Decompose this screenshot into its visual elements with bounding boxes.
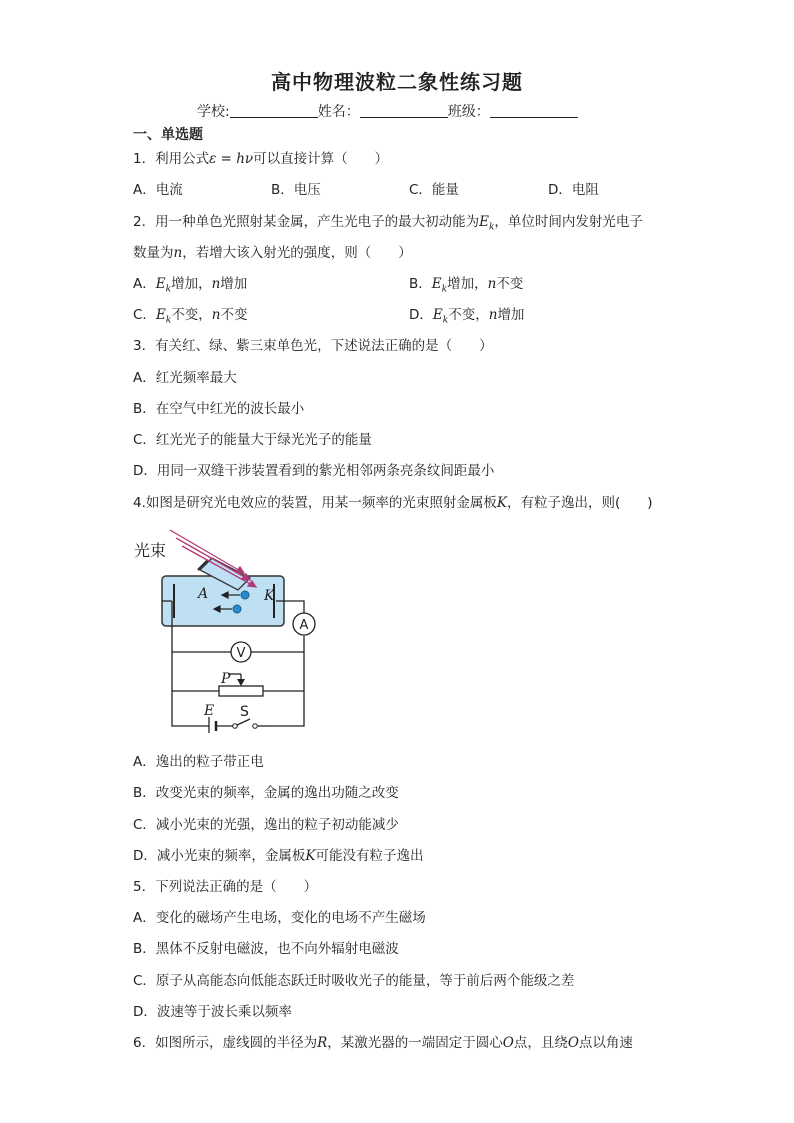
q6-b: ，某激光器的一端固定于圆心	[327, 1035, 503, 1051]
q2-option-b-ek-sub: k	[441, 284, 448, 295]
q4-option-d-a: D．减小光束的频率，金属板	[133, 848, 306, 864]
q2-option-c-n-text: 不变	[220, 307, 248, 323]
q2-option-d-label: D．	[409, 307, 433, 323]
q2-option-b	[409, 274, 523, 300]
ammeter-label: A	[299, 618, 309, 633]
q2-ek-sub: k	[488, 222, 495, 233]
q2-text-d: ，若增大该入射光的强度，则（ ）	[182, 245, 412, 261]
q2-stem-line1	[133, 212, 643, 238]
q4-k: K	[496, 495, 507, 511]
name-blank	[360, 103, 448, 118]
photoelectric-diagram	[128, 528, 328, 733]
q3-option-c: C．红光光子的能量大于绿光光子的能量	[133, 432, 372, 448]
student-info	[197, 101, 578, 121]
class-label: 班级：	[447, 104, 490, 120]
q2-option-d-ek: E	[432, 307, 443, 323]
school-blank	[230, 103, 318, 118]
q2-option-c-ek: E	[155, 307, 166, 323]
label-p: P	[221, 671, 231, 687]
q2-option-d-n-text: 增加	[497, 307, 525, 323]
q2-option-b-n: n	[487, 276, 497, 292]
q2-option-a-n-text: 增加	[220, 276, 248, 292]
switch-contact-right	[253, 724, 258, 729]
q2-text-b: ，单位时间内发射光电子	[494, 214, 643, 230]
q2-text-c: 数量为	[133, 245, 174, 261]
q2-option-d-ek-text: 不变，	[448, 307, 489, 323]
q2-option-c-ek-text: 不变，	[171, 307, 212, 323]
q4-option-a: A．逸出的粒子带正电	[133, 754, 264, 770]
q1-formula: ε = hν	[209, 151, 254, 167]
q2-option-a	[133, 274, 247, 300]
q2-option-a-ek-sub: k	[165, 284, 172, 295]
q2-option-d-n: n	[488, 307, 498, 323]
q3-option-d: D．用同一双缝干涉装置看到的紫光相邻两条亮条纹间距最小	[133, 463, 495, 479]
rheostat	[219, 686, 263, 696]
q4-option-d	[133, 846, 424, 866]
q1-pre: 1．利用公式	[133, 151, 210, 167]
q1-option-b: B．电压	[271, 182, 321, 198]
q2-stem-line2	[133, 243, 412, 263]
label-e: E	[204, 703, 215, 719]
q6-r: R	[317, 1035, 328, 1051]
q5-option-a: A．变化的磁场产生电场，变化的电场不产生磁场	[133, 910, 426, 926]
q2-option-b-ek: E	[431, 276, 442, 292]
q1-option-d: D．电阻	[548, 182, 599, 198]
q4-option-d-k: K	[305, 848, 316, 864]
q2-option-a-label: A．	[133, 276, 156, 292]
q2-option-c	[133, 305, 247, 331]
electron-2	[233, 605, 241, 613]
q5-option-d: D．波速等于波长乘以频率	[133, 1004, 292, 1020]
q1-post: 可以直接计算（ ）	[253, 151, 389, 167]
q6-stem	[133, 1033, 633, 1053]
q4-stem-b: ，有粒子逸出，则( )	[506, 495, 653, 511]
q6-o1: O	[502, 1035, 514, 1051]
q3-option-a: A．红光频率最大	[133, 370, 237, 386]
q5-option-b: B．黑体不反射电磁波，也不向外辐射电磁波	[133, 941, 399, 957]
q4-option-b: B．改变光束的频率，金属的逸出功随之改变	[133, 785, 399, 801]
q1-option-a: A．电流	[133, 182, 183, 198]
q2-n: n	[173, 245, 183, 261]
q2-option-a-n: n	[211, 276, 221, 292]
q3-option-b: B．在空气中红光的波长最小	[133, 401, 305, 417]
q2-option-a-ek-text: 增加，	[171, 276, 212, 292]
label-k: K	[264, 588, 275, 604]
name-label: 姓名：	[317, 104, 360, 120]
q1-option-c: C．能量	[409, 182, 459, 198]
q2-option-d-ek-sub: k	[442, 315, 449, 326]
q4-stem-a: 4.如图是研究光电效应的装置，用某一频率的光束照射金属板	[133, 495, 497, 511]
beam-label: 光束	[134, 541, 167, 560]
q2-option-c-label: C．	[133, 307, 156, 323]
rheostat-slider-arrow	[237, 679, 245, 686]
q6-a: 6．如图所示，虚线圆的半径为	[133, 1035, 318, 1051]
q2-ek: E	[479, 214, 489, 230]
q6-c: 点，且绕	[513, 1035, 568, 1051]
q2-option-c-n: n	[211, 307, 221, 323]
q4-option-c: C．减小光束的光强，逸出的粒子初动能减少	[133, 817, 399, 833]
q4-option-d-b: 可能没有粒子逸出	[315, 848, 424, 864]
q5-stem: 5．下列说法正确的是（ ）	[133, 879, 318, 895]
q1-stem	[133, 149, 388, 169]
q2-option-b-label: B．	[409, 276, 432, 292]
page-title: 高中物理波粒二象性练习题	[271, 70, 523, 94]
label-s: S	[240, 704, 249, 720]
q2-text-a: 2．用一种单色光照射某金属，产生光电子的最大初动能为	[133, 214, 480, 230]
voltmeter-label: V	[236, 646, 246, 661]
section-heading: 一、单选题	[133, 127, 203, 143]
electron-1	[241, 591, 249, 599]
q3-stem: 3．有关红、绿、紫三束单色光，下述说法正确的是（ ）	[133, 338, 493, 354]
class-blank	[490, 103, 578, 118]
label-a: A	[198, 586, 209, 602]
q6-o2: O	[567, 1035, 579, 1051]
q2-option-c-ek-sub: k	[165, 315, 172, 326]
q2-option-d	[409, 305, 524, 331]
q6-d: 点以角速	[578, 1035, 633, 1051]
q4-stem	[133, 493, 653, 513]
q2-option-a-ek: E	[155, 276, 166, 292]
switch-contact-left	[233, 724, 238, 729]
q2-option-b-n-text: 不变	[496, 276, 524, 292]
q5-option-c: C．原子从高能态向低能态跃迁时吸收光子的能量，等于前后两个能级之差	[133, 973, 575, 989]
q2-option-b-ek-text: 增加，	[447, 276, 488, 292]
school-label: 学校:	[197, 104, 230, 120]
